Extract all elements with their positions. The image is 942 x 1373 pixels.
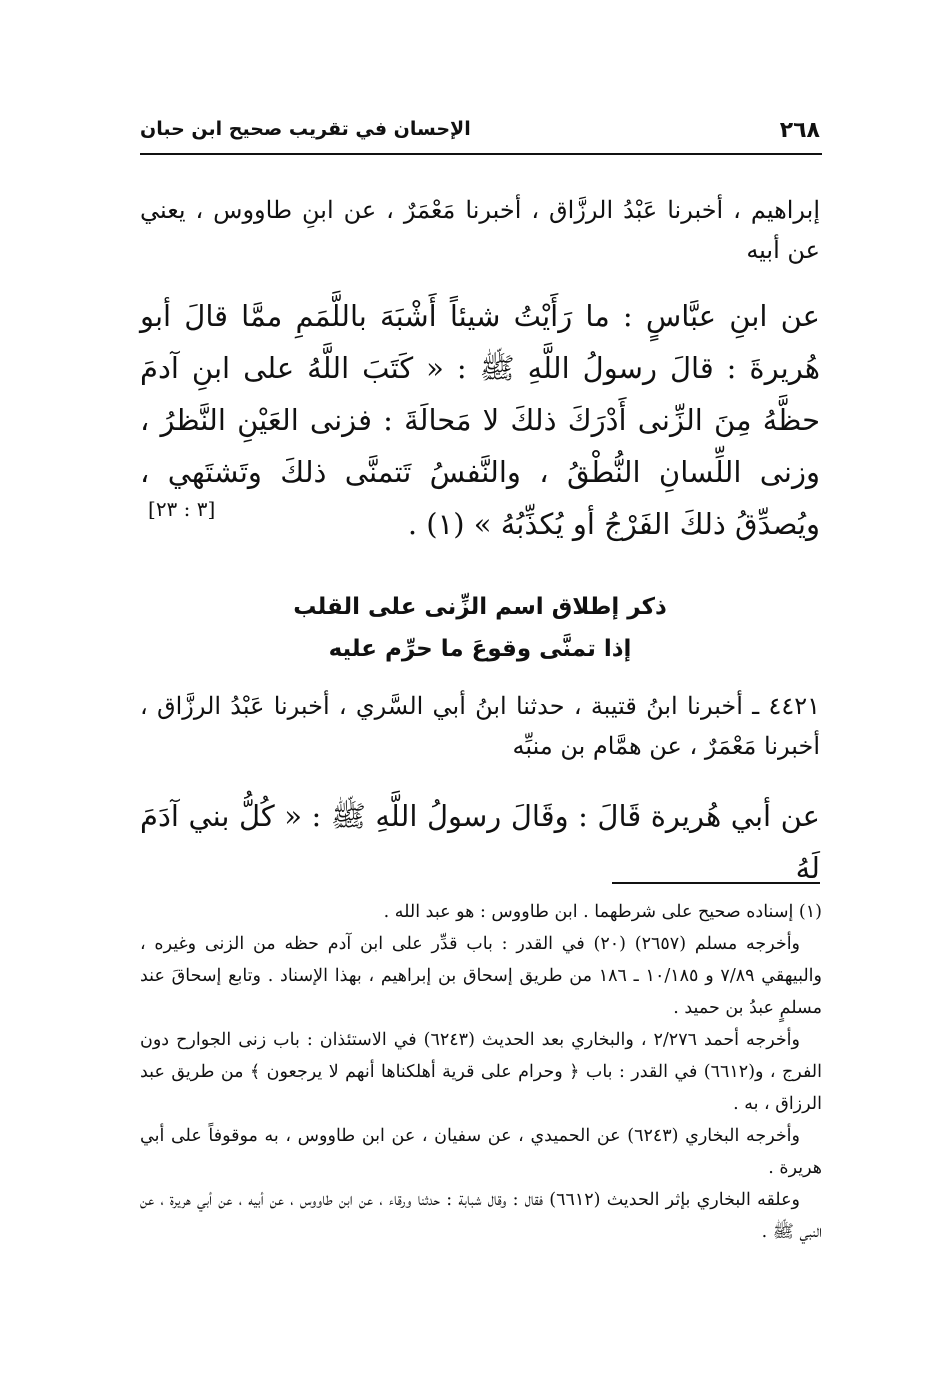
footnote-rule [612,882,820,884]
footnote-paragraph: وأخرجه أحمد ٢/٢٧٦ ، والبخاري بعد الحديث (٦٢٤٣) في الاستئذان : باب زنى الجوارح دون الفرج ، و(٦٦١٢) في القدر : باب ﴿ وحرام على قرية أهلكناها أنهم لا يرجعون ﴾ من طريق عبد الرزاق ، به . [140,1030,822,1114]
footnote-paragraph: (١) إسناده صحيح على شرطهما . ابن طاووس : هو عبد الله . [383,902,822,922]
footnotes [140,896,822,1248]
page-header [140,112,820,152]
chapter-title-line-1: ذكر إطلاق اسم الزِّنى على القلب [293,594,667,620]
page-number: ٢٦٨ [779,118,820,143]
hadith-4421-isnad: ٤٤٢١ ـ أخبرنا ابنُ قتيبة ، حدثنا ابنُ أبي السَّري ، أخبرنا عَبْدُ الرزَّاق ، أخبرنا مَعْمَرٌ ، عن همَّام بن منبِّه [140,692,820,760]
header-rule [140,153,822,155]
previous-hadith-matn: عن ابنِ عبَّاسٍ : ما رَأَيْتُ شيئاً أَشْبَهَ باللَّمَمِ ممَّا قالَ أبو هُريرةَ : قالَ رسولُ اللَّهِ ﷺ : « كَتَبَ اللَّهُ على ابنِ آدمَ حظَّهُ مِنَ الزِّنى أَدْرَكَ ذلكَ لا مَحالَةَ : فزنى العَيْنِ النَّظرُ ، وزنى اللِّسانِ النُّطْقُ ، والنَّفسُ تَتمنَّى ذلكَ وتَشتَهي ، ويُصدِّقُ ذلكَ الفَرْجُ أو يُكذِّبُهُ » (١) . [140,299,820,541]
footnote-paragraph: وعلقه البخاري بإثر الحديث (٦٦١٢) فقال : وقال شبابة : حدثنا ورقاء ، عن ابن طاووس ، عن أبيه ، عن أبي هريرة ، عن النبي ﷺ . [140,1190,822,1242]
hadith-reference: [٣ : ٢٣] [148,497,216,521]
previous-hadith-isnad: إبراهيم ، أخبرنا عَبْدُ الرزَّاق ، أخبرنا مَعْمَرٌ ، عن ابنِ طاووس ، يعني عن أبيه [140,196,820,264]
chapter-title-line-2: إذا تمنَّى وقوعَ ما حرِّم عليه [328,636,632,662]
book-title: الإحسان في تقريب صحيح ابن حبان [140,118,471,140]
hadith-4421-matn: عن أبي هُريرة قَالَ : وقَالَ رسولُ اللَّهِ ﷺ : « كُلُّ بني آدَمَ لَهُ [140,799,820,885]
footnote-paragraph: وأخرجه مسلم (٢٦٥٧) (٢٠) في القدر : باب قدِّر على ابن آدم حظه من الزنى وغيره ، والبيهقي ٧/٨٩ و ١٠/١٨٥ ـ ١٨٦ من طريق إسحاق بن إبراهيم ، بهذا الإسناد . وتابع إسحاقَ عند مسلمٍ عبدُ بن حميد . [140,934,822,1018]
footnote-paragraph: وأخرجه البخاري (٦٢٤٣) عن الحميدي ، عن سفيان ، عن ابن طاووس ، به موقوفاً على أبي هريرة . [140,1126,822,1178]
